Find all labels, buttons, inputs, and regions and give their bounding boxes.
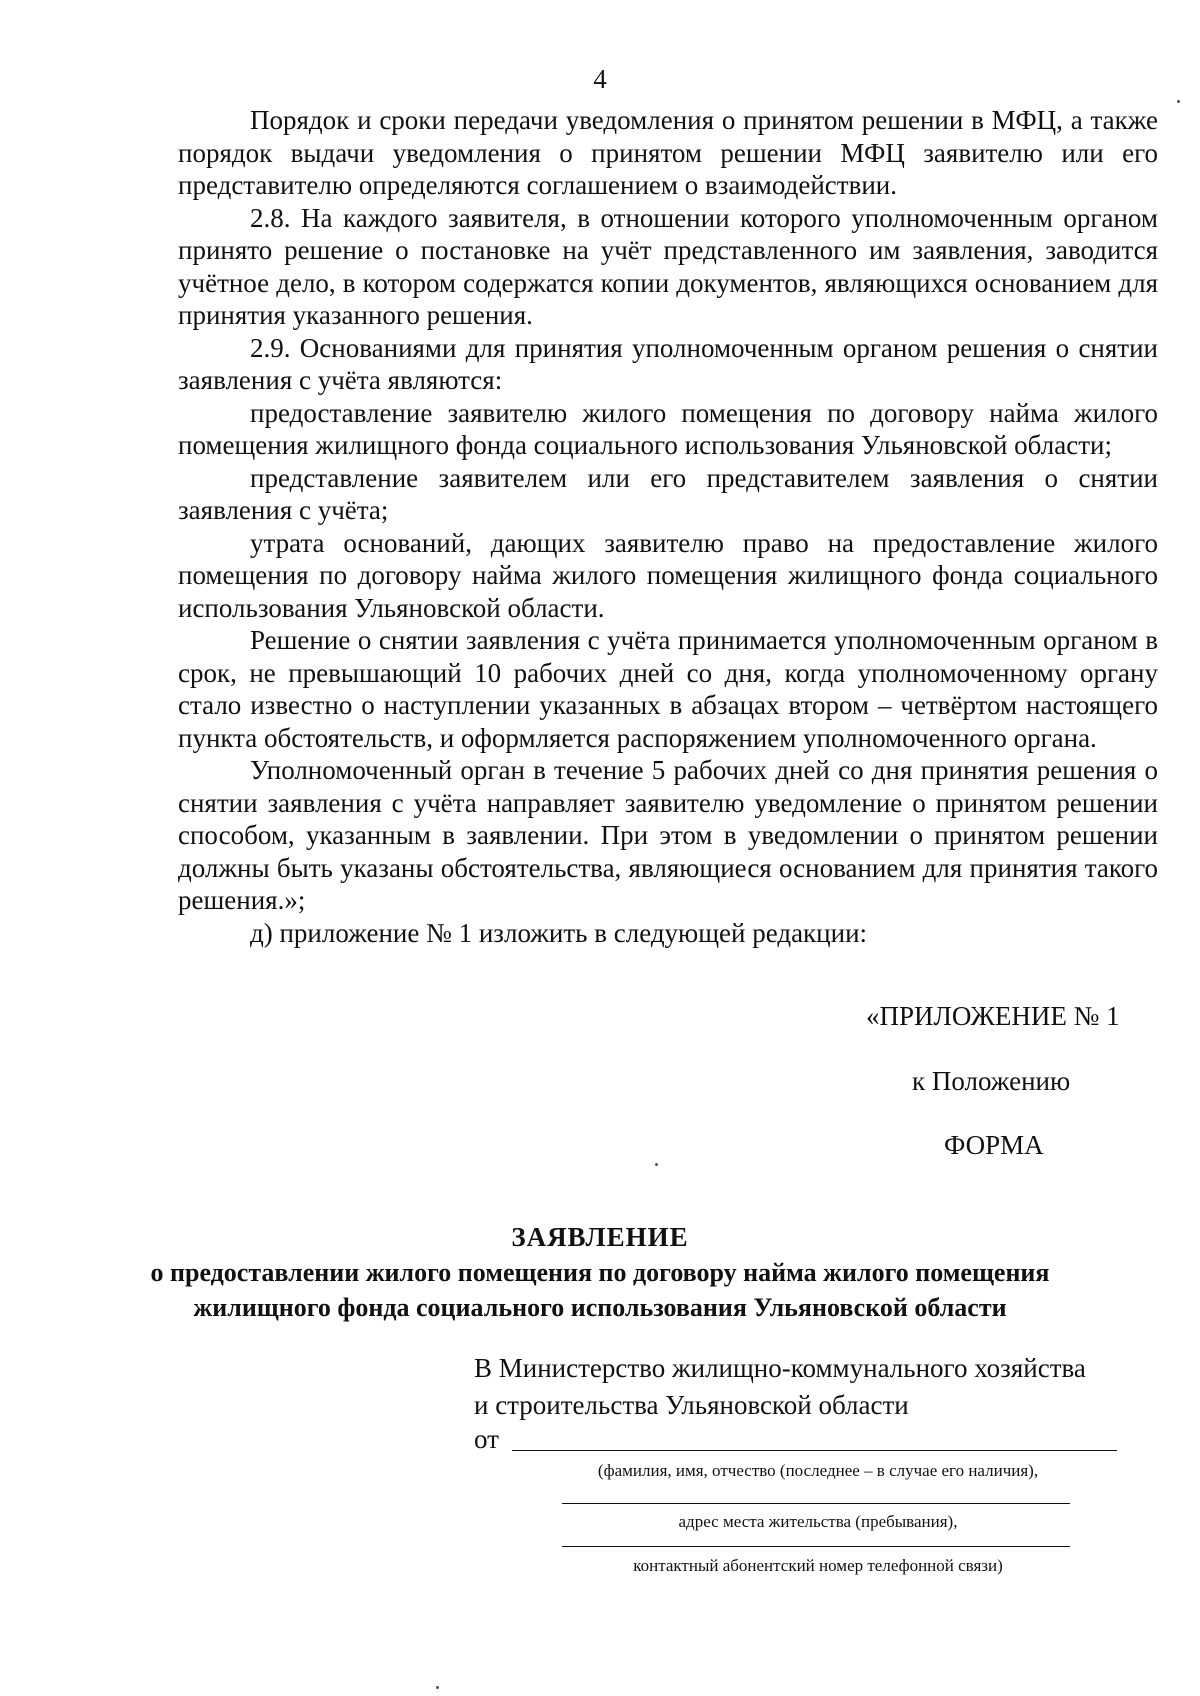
- addressee-line2: и строительства Ульяновской области: [474, 1390, 909, 1420]
- paragraph-notification: Уполномоченный орган в течение 5 рабочих дней со дня принятия решения о снятии заявления с учёта направляет заявителю уведомление о принятом решении способом, указанным в заявлении. При этом в уведомлении о принятом решении должны быть указаны обстоятельства, являющиеся основанием для принятия такого решения.»;: [178, 755, 1158, 915]
- body-text: [178, 104, 1158, 949]
- appendix-to-regulation: к Положению: [912, 1066, 1071, 1096]
- paragraph-2-9: 2.9. Основаниями для принятия уполномоченным органом решения о снятии заявления с учёта являются:: [178, 332, 1158, 395]
- paragraph-ground-provision: предоставление заявителю жилого помещения по договору найма жилого помещения жилищного фонда социального использования Ульяновской области;: [178, 397, 1158, 460]
- page-number: 4: [593, 64, 607, 94]
- scan-speck: [655, 1163, 658, 1166]
- paragraph-mfc-notification: Порядок и сроки передачи уведомления о принятом решении в МФЦ, а также порядок выдачи уведомления о принятом решении МФЦ заявителю или его представителю определяются соглашением о взаимодействии.: [178, 105, 1158, 200]
- caption-name: (фамилия, имя, отчество (последнее – в случае его наличия),: [597, 1461, 1039, 1480]
- scan-speck: [436, 1686, 439, 1689]
- caption-phone: контактный абонентский номер телефонной связи): [633, 1556, 1003, 1575]
- title-main: ЗАЯВЛЕНИЕ: [511, 1222, 689, 1252]
- paragraph-ground-loss: утрата оснований, дающих заявителю право на предоставление жилого помещения по договору найма жилого помещения жилищного фонда социального использования Ульяновской области.: [178, 527, 1158, 623]
- addressee-line1: В Министерство жилищно-коммунального хозяйства: [474, 1353, 1086, 1383]
- paragraph-decision-term: Решение о снятии заявления с учёта принимается уполномоченным органом в срок, не превышающий 10 рабочих дней со дня, когда уполномоченному органу стало известно о наступлении указанных в абзацах втором – четвёртом настоящего пункта обстоятельств, и оформляется распоряжением уполномоченного органа.: [178, 625, 1158, 753]
- from-label: от: [474, 1424, 499, 1454]
- form-label: ФОРМА: [944, 1130, 1044, 1160]
- appendix-heading: «ПРИЛОЖЕНИЕ № 1: [866, 1001, 1120, 1031]
- paragraph-amendment-d: д) приложение № 1 изложить в следующей редакции:: [250, 917, 868, 948]
- name-field-line[interactable]: [512, 1450, 1117, 1451]
- addressee-block: [474, 1350, 1134, 1424]
- paragraph-ground-request: представление заявителем или его представителем заявления о снятии заявления с учёта;: [178, 462, 1158, 525]
- caption-address: адрес места жительства (пребывания),: [678, 1512, 958, 1531]
- address-field-line[interactable]: [562, 1503, 1070, 1504]
- phone-field-line[interactable]: [562, 1546, 1070, 1547]
- title-subtitle-line2: жилищного фонда социального использования Ульяновской области: [193, 1293, 1007, 1322]
- scan-speck: [1177, 100, 1180, 103]
- application-title: [0, 1220, 1200, 1325]
- paragraph-2-8: 2.8. На каждого заявителя, в отношении которого уполномоченным органом принято решение о постановке на учёт представленного им заявления, заводится учётное дело, в котором содержатся копии документов, являющихся основанием для принятия указанного решения.: [178, 202, 1158, 330]
- title-subtitle-line1: о предоставлении жилого помещения по договору найма жилого помещения: [150, 1258, 1050, 1287]
